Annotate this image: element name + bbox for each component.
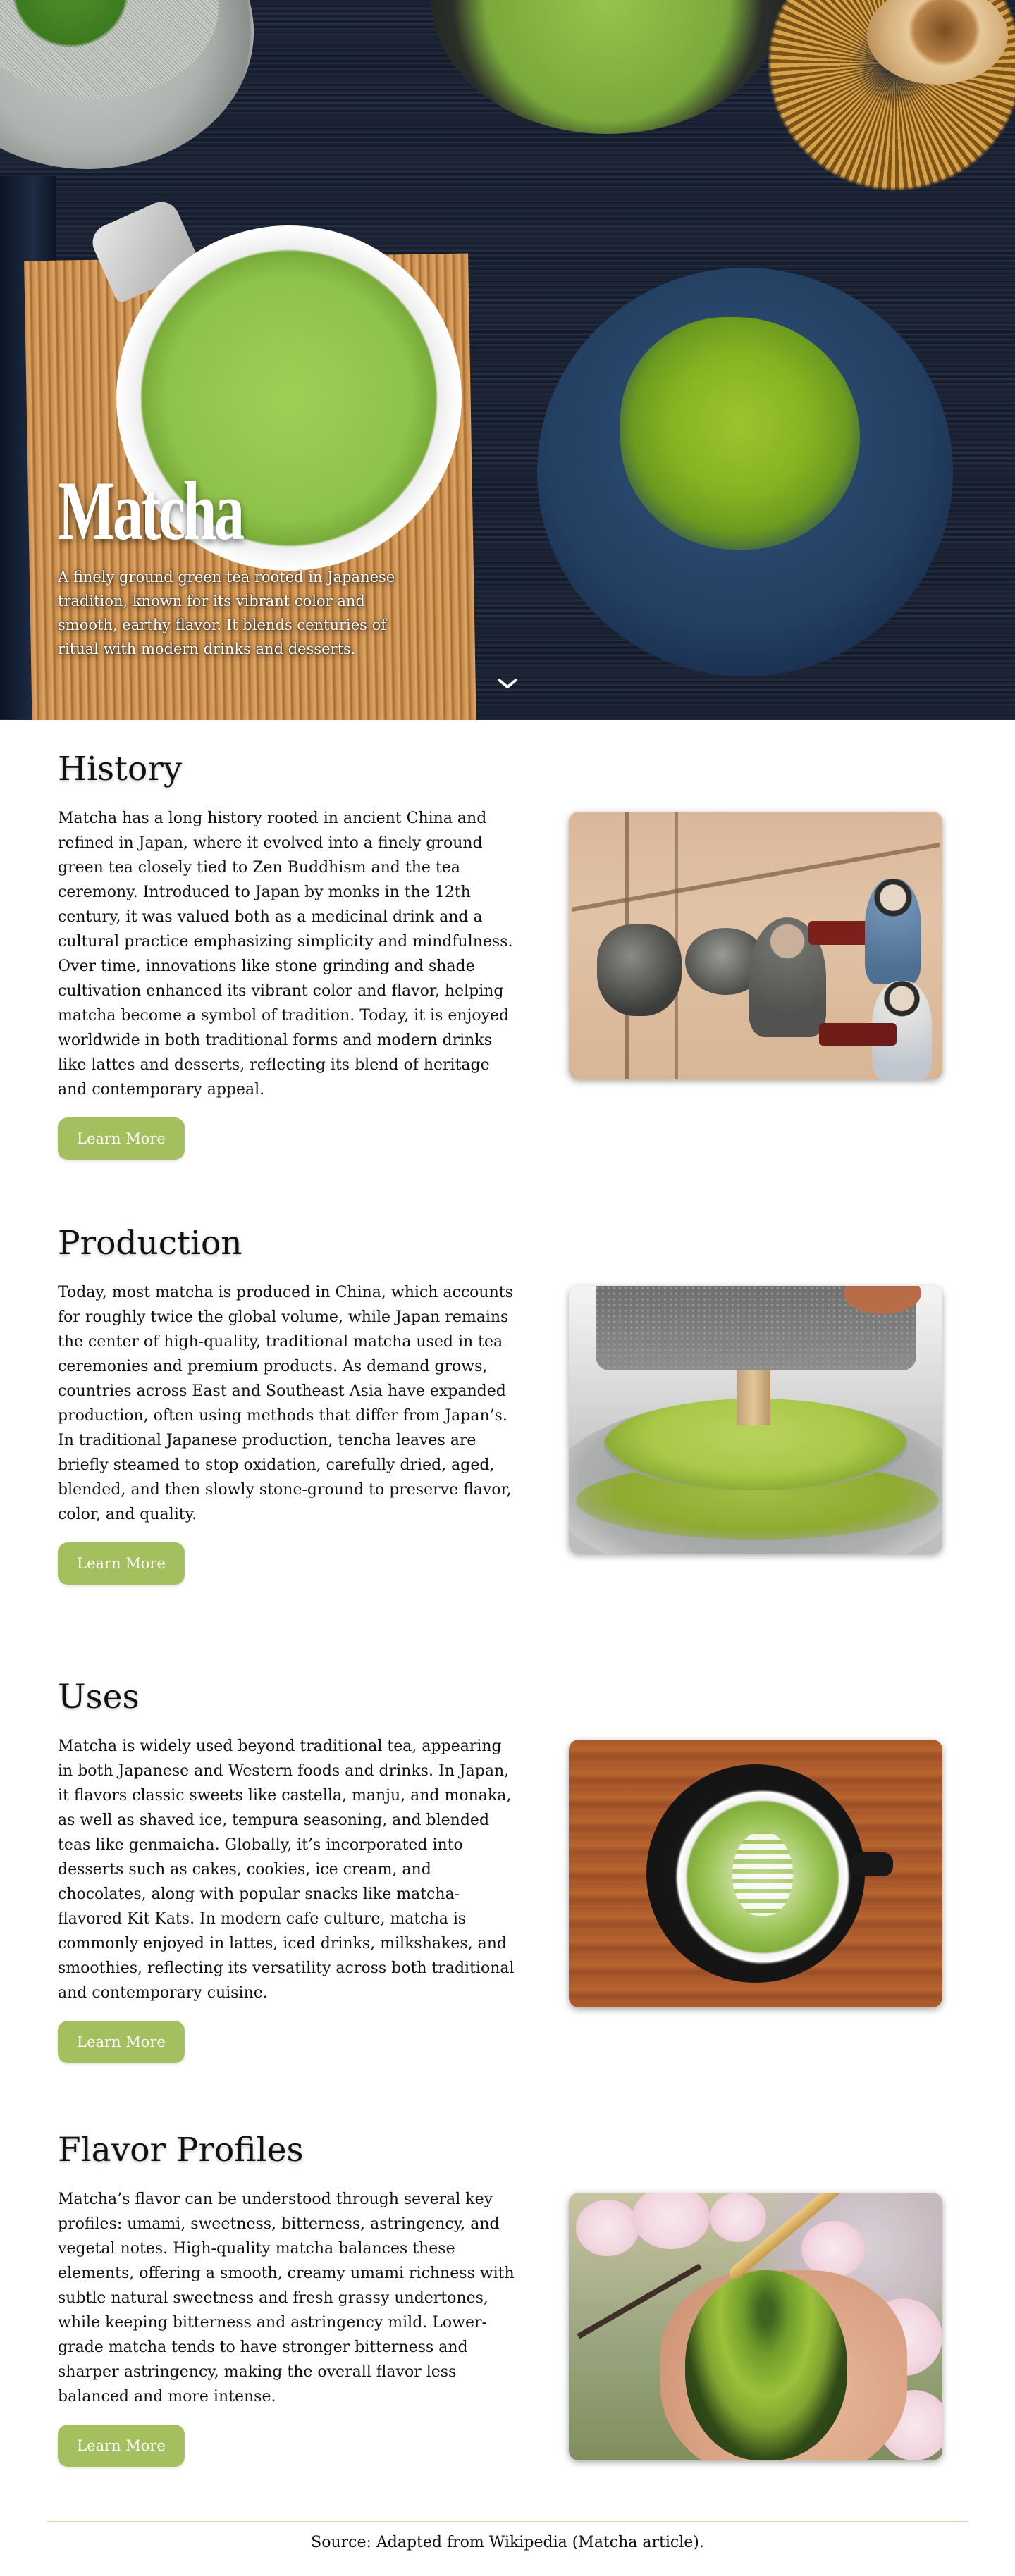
section-production bbox=[58, 1222, 945, 1617]
section-history bbox=[58, 748, 945, 1147]
section-heading: Flavor Profiles bbox=[58, 2131, 304, 2169]
section-flavor-profiles bbox=[58, 2129, 945, 2496]
learn-more-button[interactable]: Learn More bbox=[58, 1117, 185, 1160]
hero-description: A finely ground green tea rooted in Japanese tradition, known for its vibrant color and smooth, earthy flavor. It blends centuries of ritual with modern drinks and desserts. bbox=[58, 569, 395, 657]
cherry-blossom-matcha-image bbox=[569, 2193, 942, 2460]
footer-source: Source: Adapted from Wikipedia (Matcha article). bbox=[311, 2534, 704, 2551]
section-body: Matcha is widely used beyond traditional tea, appearing in both Japanese and Western foods and drinks. In Japan, it flavors classic sweets like castella, manju, and monaka, as well as shaved ice, tempura seasoning, and blended teas like genmaicha. Globally, it’s incorporated into desserts such as cakes, cookies, ice cream, and chocolates, along with popular snacks like matcha-flavored Kit Kats. In modern cafe culture, matcha is commonly enjoyed in lattes, iced drinks, milkshakes, and smoothies, reflecting its versatility across both traditional and contemporary cuisine. bbox=[58, 1738, 515, 2002]
section-uses bbox=[58, 1676, 945, 2071]
section-body: Matcha has a long history rooted in ancient China and refined in Japan, where it evolved into a finely ground green tea closely tied to Zen Buddhism and the tea ceremony. Introduced to Japan by monks in the 12th century, it was valued both as a medicinal drink and a cultural practice emphasizing simplicity and mindfulness. Over time, innovations like stone grinding and shade cultivation enhanced its vibrant color and flavor, helping matcha become a symbol of tradition. Today, it is enjoyed worldwide in both traditional forms and modern drinks like lattes and desserts, reflecting its blend of heritage and contemporary appeal. bbox=[58, 810, 513, 1098]
tea-bowl-image bbox=[431, 0, 784, 134]
section-heading: History bbox=[58, 750, 183, 788]
footer-divider bbox=[47, 2521, 968, 2522]
learn-more-button[interactable]: Learn More bbox=[58, 2425, 185, 2467]
learn-more-button[interactable]: Learn More bbox=[58, 2021, 185, 2063]
history-painting-image bbox=[569, 812, 942, 1079]
stone-grinder-image bbox=[569, 1286, 942, 1554]
learn-more-button[interactable]: Learn More bbox=[58, 1542, 185, 1585]
section-heading: Production bbox=[58, 1224, 242, 1263]
chevron-down-icon[interactable] bbox=[495, 675, 520, 692]
section-heading: Uses bbox=[58, 1678, 140, 1716]
matcha-latte-image bbox=[569, 1740, 942, 2007]
hero-banner bbox=[0, 0, 1015, 720]
section-body: Matcha’s flavor can be understood through several key profiles: umami, sweetness, bitterness, astringency, and vegetal notes. High-quality matcha balances these elements, offering a smooth, creamy umami richness with subtle natural sweetness and fresh grassy undertones, while keeping bitterness and astringency mild. Lower-grade matcha tends to have stronger bitterness and sharper astringency, making the overall flavor less balanced and more intense. bbox=[58, 2191, 515, 2405]
section-body: Today, most matcha is produced in China, which accounts for roughly twice the global volume, while Japan remains the center of high-quality, traditional matcha used in tea ceremonies and premium products. As demand grows, countries across East and Southeast Asia have expanded production, often using methods that differ from Japan’s. In traditional Japanese production, tencha leaves are briefly steamed to stop oxidation, carefully dried, aged, blended, and then slowly stone-ground to preserve flavor, color, and quality. bbox=[58, 1284, 513, 1523]
hero-title: Matcha bbox=[58, 464, 242, 557]
